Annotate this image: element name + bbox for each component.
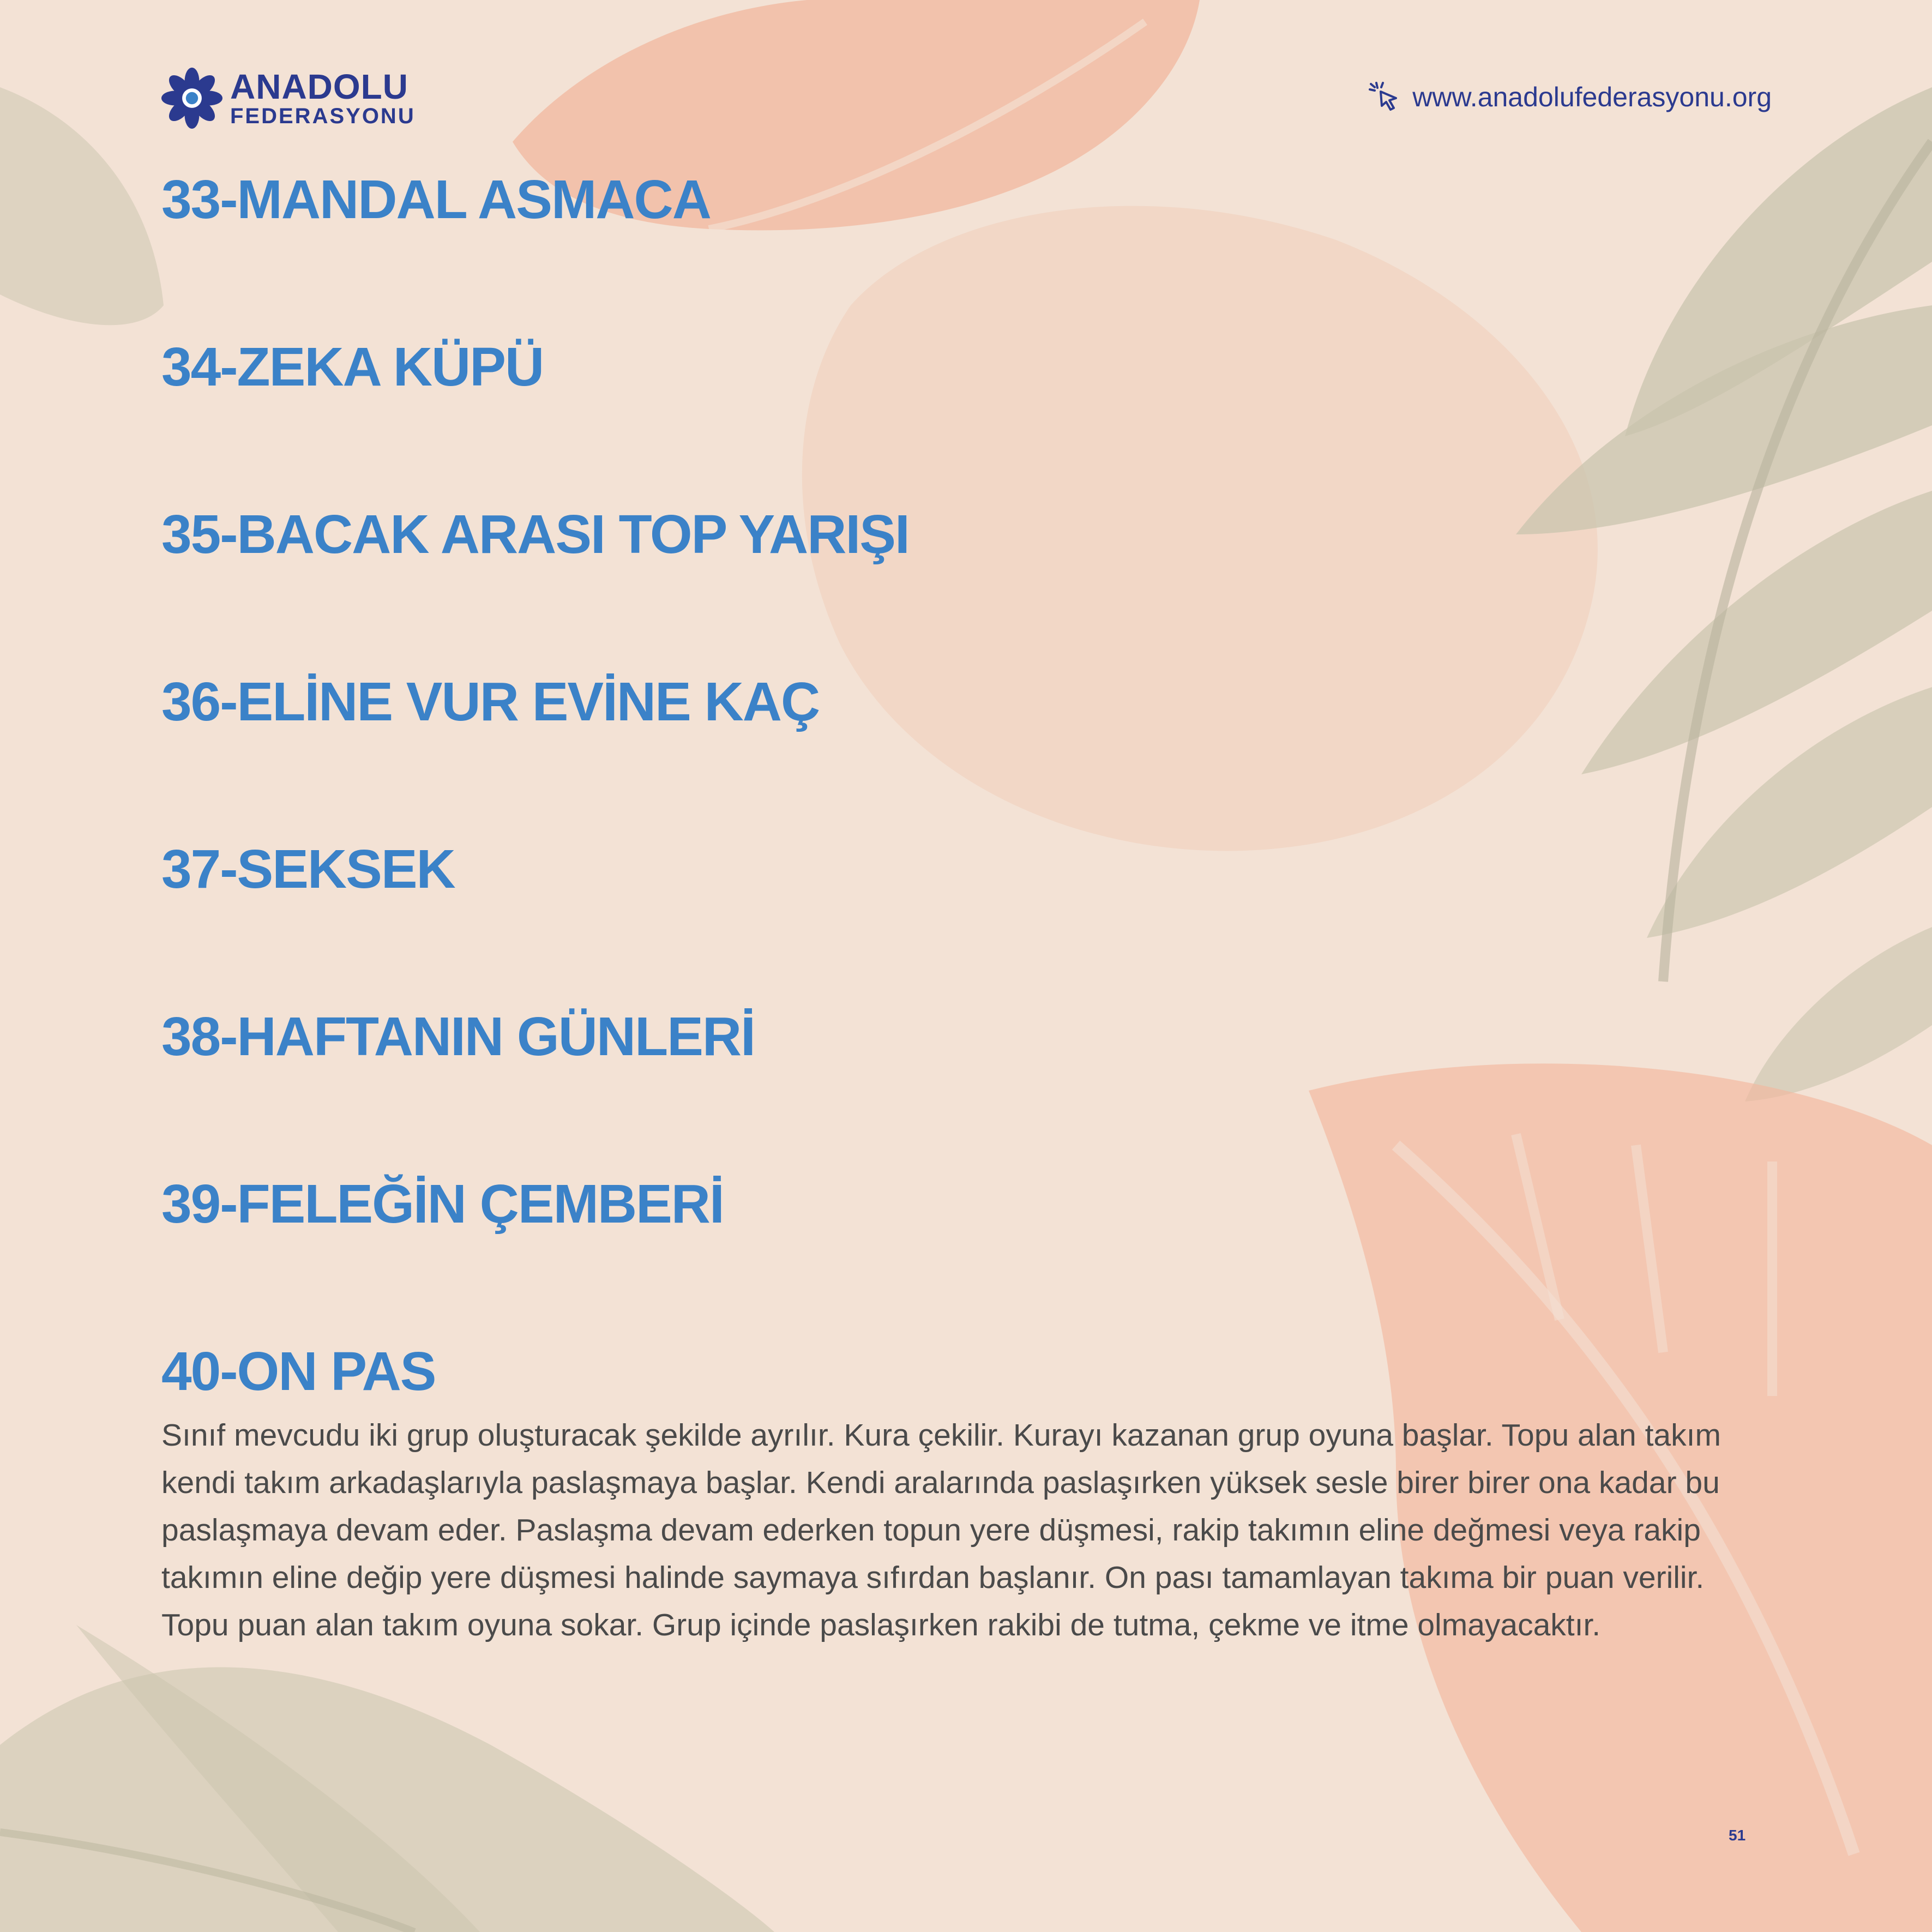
logo-subtitle: FEDERASYONU: [230, 104, 416, 128]
section-heading-38: 38-HAFTANIN GÜNLERİ: [161, 1006, 755, 1067]
section-heading-37: 37-SEKSEK: [161, 839, 455, 900]
page-number: 51: [1729, 1827, 1746, 1844]
section-heading-40: 40-ON PAS: [161, 1341, 436, 1402]
section-heading-35: 35-BACAK ARASI TOP YARIŞI: [161, 504, 909, 565]
flower-logo-icon: [161, 68, 222, 129]
section-heading-33: 33-MANDAL ASMACA: [161, 169, 711, 230]
section-heading-36: 36-ELİNE VUR EVİNE KAÇ: [161, 671, 820, 732]
website-link-container[interactable]: [1368, 80, 1772, 115]
game-list: [161, 161, 1770, 1649]
brand-logo: [161, 68, 416, 129]
section-body-40: Sınıf mevcudu iki grup oluşturacak şekilde ayrılır. Kura çekilir. Kurayı kazanan grup oyuna başlar. Topu alan takım kendi takım arkadaşlarıyla paslaşmaya başlar. Kendi aralarında paslaşırken yüksek sesle birer birer ona kadar bu paslaşmaya devam eder. Paslaşma devam ederken topun yere düşmesi, rakip takımın eline değmesi veya rakip takımın eline değip yere düşmesi halinde saymaya sıfırdan başlanır. On pası tamamlayan takıma bir puan verilir. Topu puan alan takım oyuna sokar. Grup içinde paslaşırken rakibi de tutma, çekme ve itme olmayacaktır.: [161, 1418, 1721, 1642]
logo-title: ANADOLU: [230, 67, 408, 106]
website-link[interactable]: www.anadolufederasyonu.org: [1412, 82, 1772, 112]
section-heading-39: 39-FELEĞİN ÇEMBERİ: [161, 1173, 724, 1235]
cursor-click-icon: [1368, 80, 1403, 115]
section-heading-34: 34-ZEKA KÜPÜ: [161, 336, 544, 398]
